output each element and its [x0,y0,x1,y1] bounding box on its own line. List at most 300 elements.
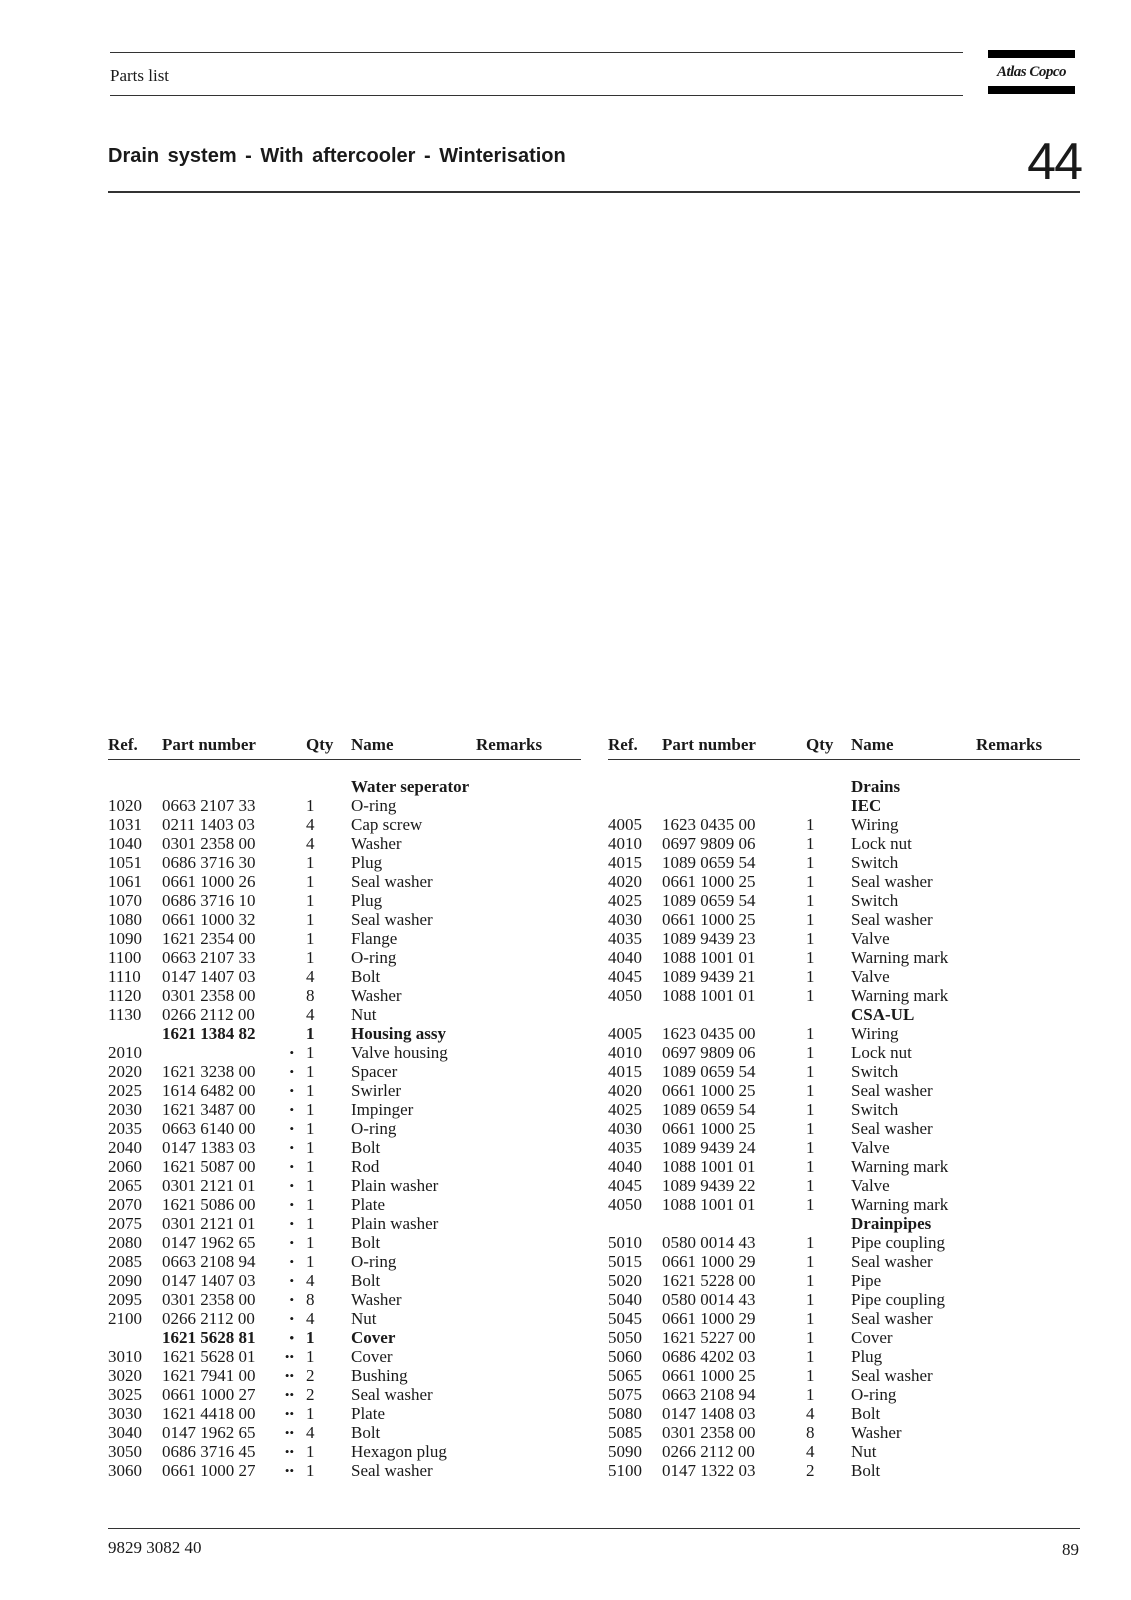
cell-ref: 4010 [608,1043,642,1062]
cell-ref: 4020 [608,872,642,891]
cell-ref: 4040 [608,948,642,967]
cell-part-number: 1621 5227 00 [662,1328,756,1347]
cell-qty: 1 [806,1157,815,1176]
cell-part-number: 0301 2121 01 [162,1214,256,1233]
column-header-remarks: Remarks [976,735,1043,754]
cell-part-number: 0661 1000 27 [162,1385,256,1404]
cell-qty: 1 [806,815,815,834]
cell-qty: 1 [306,1119,315,1138]
cell-name: Washer [351,1290,402,1309]
column-header-part: Part number [162,735,256,754]
cell-part-number: 1621 4418 00 [162,1404,256,1423]
cell-name: O-ring [351,796,397,815]
cell-name: Drains [851,777,901,796]
cell-ref: 1090 [108,929,142,948]
cell-part-number: 1088 1001 01 [662,1157,756,1176]
document-number: 9829 3082 40 [108,1538,202,1557]
cell-name: Switch [851,1062,899,1081]
cell-qty: 1 [806,1062,815,1081]
cell-part-number: 0661 1000 32 [162,910,256,929]
cell-part-number: 0661 1000 29 [662,1309,756,1328]
cell-qty: 4 [306,1309,315,1328]
cell-part-number: 0663 2107 33 [162,796,256,815]
cell-part-number: 1621 5087 00 [162,1157,256,1176]
cell-name: Seal washer [851,1119,933,1138]
cell-part-number: 0147 1407 03 [162,1271,256,1290]
cell-qty: 1 [806,1195,815,1214]
cell-ref: 3025 [108,1385,142,1404]
cell-name: Bushing [351,1366,408,1385]
header-top-rule [110,52,963,53]
cell-name: CSA-UL [851,1005,915,1024]
cell-ref: 5020 [608,1271,642,1290]
cell-name: Plug [351,853,383,872]
cell-indent-mark: • [289,1235,294,1250]
logo-bottom-bar [988,86,1075,94]
cell-name: Plain washer [351,1214,439,1233]
cell-ref: 3050 [108,1442,142,1461]
cell-indent-mark: • [289,1197,294,1212]
cell-name: Lock nut [851,1043,912,1062]
cell-ref: 4050 [608,986,642,1005]
cell-name: Warning mark [851,1157,949,1176]
cell-ref: 4015 [608,1062,642,1081]
cell-part-number: 0147 1383 03 [162,1138,256,1157]
cell-name: Valve [851,967,890,986]
cell-ref: 2090 [108,1271,142,1290]
cell-name: Valve [851,929,890,948]
cell-part-number: 0663 2107 33 [162,948,256,967]
cell-name: Rod [351,1157,380,1176]
cell-part-number: 1621 5086 00 [162,1195,256,1214]
cell-name: Seal washer [851,1309,933,1328]
cell-name: Seal washer [851,1252,933,1271]
cell-part-number: 0301 2358 00 [162,834,256,853]
cell-indent-mark: • [289,1159,294,1174]
cell-qty: 1 [806,910,815,929]
cell-name: Warning mark [851,986,949,1005]
cell-qty: 1 [806,1043,815,1062]
cell-part-number: 0147 1322 03 [662,1461,756,1480]
cell-name: Washer [351,834,402,853]
cell-name: Cover [351,1328,396,1347]
cell-part-number: 1621 1384 82 [162,1024,256,1043]
cell-qty: 4 [306,967,315,986]
cell-ref: 3010 [108,1347,142,1366]
cell-qty: 1 [806,948,815,967]
cell-part-number: 0661 1000 26 [162,872,256,891]
cell-part-number: 0663 6140 00 [162,1119,256,1138]
cell-ref: 5010 [608,1233,642,1252]
cell-part-number: 0147 1407 03 [162,967,256,986]
cell-part-number: 0686 3716 10 [162,891,256,910]
cell-name: Bolt [351,1138,381,1157]
cell-qty: 1 [306,1062,315,1081]
cell-name: Seal washer [851,1081,933,1100]
cell-part-number: 0211 1403 03 [162,815,255,834]
cell-part-number: 0301 2358 00 [662,1423,756,1442]
footer-rule [108,1528,1080,1529]
cell-qty: 2 [806,1461,815,1480]
cell-ref: 1051 [108,853,142,872]
cell-name: Seal washer [351,872,433,891]
cell-indent-mark: •• [284,1349,294,1364]
cell-qty: 1 [306,1461,315,1480]
logo-text: Atlas Copco [996,64,1067,80]
cell-ref: 1040 [108,834,142,853]
cell-ref: 3030 [108,1404,142,1423]
cell-part-number: 0661 1000 25 [662,1366,756,1385]
cell-ref: 4025 [608,891,642,910]
cell-qty: 4 [306,1423,315,1442]
cell-name: Plug [351,891,383,910]
cell-part-number: 1089 9439 23 [662,929,756,948]
cell-qty: 1 [306,1252,315,1271]
cell-name: Wiring [851,1024,899,1043]
cell-part-number: 0661 1000 29 [662,1252,756,1271]
cell-name: Hexagon plug [351,1442,447,1461]
cell-qty: 1 [306,1043,315,1062]
cell-ref: 4040 [608,1157,642,1176]
cell-part-number: 0661 1000 27 [162,1461,256,1480]
cell-name: Water seperator [351,777,470,796]
cell-qty: 1 [806,1119,815,1138]
cell-qty: 1 [306,1081,315,1100]
cell-qty: 1 [806,1328,815,1347]
cell-part-number: 0301 2121 01 [162,1176,256,1195]
cell-part-number: 1089 0659 54 [662,891,756,910]
cell-indent-mark: •• [284,1425,294,1440]
cell-qty: 1 [806,1024,815,1043]
cell-qty: 1 [306,1024,315,1043]
cell-part-number: 1621 5628 01 [162,1347,256,1366]
cell-qty: 1 [306,796,315,815]
cell-ref: 4010 [608,834,642,853]
cell-ref: 3020 [108,1366,142,1385]
cell-ref: 5075 [608,1385,642,1404]
cell-name: IEC [851,796,882,815]
cell-ref: 2040 [108,1138,142,1157]
cell-name: Spacer [351,1062,398,1081]
column-header-remarks: Remarks [476,735,543,754]
cell-part-number: 0580 0014 43 [662,1290,756,1309]
cell-indent-mark: • [289,1102,294,1117]
cell-ref: 5015 [608,1252,642,1271]
cell-qty: 1 [806,1385,815,1404]
cell-qty: 2 [306,1366,315,1385]
cell-part-number: 0266 2112 00 [662,1442,755,1461]
cell-part-number: 0697 9809 06 [662,834,756,853]
cell-part-number: 1621 5228 00 [662,1271,756,1290]
column-header-ref: Ref. [108,735,138,754]
cell-qty: 1 [306,1100,315,1119]
cell-name: Pipe [851,1271,882,1290]
cell-name: O-ring [351,1252,397,1271]
cell-qty: 1 [806,853,815,872]
column-header-part: Part number [662,735,756,754]
cell-part-number: 1088 1001 01 [662,986,756,1005]
cell-ref: 4005 [608,1024,642,1043]
cell-part-number: 0661 1000 25 [662,872,756,891]
title-rule [108,191,1080,193]
cell-ref: 2075 [108,1214,142,1233]
cell-part-number: 1089 9439 21 [662,967,756,986]
cell-part-number: 1089 0659 54 [662,1100,756,1119]
table-header-rule [608,759,1080,760]
cell-ref: 3060 [108,1461,142,1480]
column-header-qty: Qty [306,735,334,754]
cell-part-number: 0147 1962 65 [162,1423,256,1442]
cell-qty: 8 [306,1290,315,1309]
cell-ref: 5050 [608,1328,642,1347]
running-header: Parts list [110,66,170,85]
cell-name: Nut [351,1309,377,1328]
cell-qty: 1 [806,1271,815,1290]
cell-ref: 5080 [608,1404,642,1423]
cell-ref: 4030 [608,1119,642,1138]
cell-part-number: 0661 1000 25 [662,1119,756,1138]
cell-ref: 4045 [608,967,642,986]
cell-name: Valve [851,1138,890,1157]
cell-qty: 1 [806,1366,815,1385]
cell-name: Valve housing [351,1043,448,1062]
cell-qty: 1 [306,1328,315,1347]
cell-qty: 1 [806,891,815,910]
cell-ref: 3040 [108,1423,142,1442]
cell-qty: 1 [806,1309,815,1328]
cell-part-number: 1623 0435 00 [662,1024,756,1043]
cell-name: Nut [851,1442,877,1461]
cell-name: Seal washer [851,910,933,929]
cell-qty: 4 [306,1271,315,1290]
cell-ref: 5060 [608,1347,642,1366]
cell-ref: 2095 [108,1290,142,1309]
cell-name: Nut [351,1005,377,1024]
cell-name: Cap screw [351,815,423,834]
cell-part-number: 0266 2112 00 [162,1309,255,1328]
cell-part-number: 1088 1001 01 [662,1195,756,1214]
cell-qty: 2 [306,1385,315,1404]
cell-name: Plug [851,1347,883,1366]
cell-qty: 4 [806,1404,815,1423]
cell-qty: 1 [306,1347,315,1366]
cell-qty: 1 [806,1290,815,1309]
cell-name: Bolt [351,967,381,986]
cell-qty: 1 [806,1100,815,1119]
cell-name: O-ring [351,1119,397,1138]
cell-indent-mark: •• [284,1406,294,1421]
cell-part-number: 0663 2108 94 [162,1252,256,1271]
cell-name: Seal washer [851,872,933,891]
cell-part-number: 1621 7941 00 [162,1366,256,1385]
atlas-copco-logo [988,50,1075,94]
cell-indent-mark: • [289,1064,294,1079]
cell-qty: 8 [306,986,315,1005]
cell-name: Switch [851,1100,899,1119]
cell-qty: 4 [806,1442,815,1461]
cell-indent-mark: • [289,1330,294,1345]
cell-ref: 1100 [108,948,142,967]
cell-ref: 5085 [608,1423,642,1442]
cell-qty: 4 [306,834,315,853]
cell-ref: 2100 [108,1309,142,1328]
cell-part-number: 1621 2354 00 [162,929,256,948]
column-header-name: Name [851,735,894,754]
cell-ref: 1080 [108,910,142,929]
cell-part-number: 1621 5628 81 [162,1328,256,1347]
cell-name: Warning mark [851,1195,949,1214]
cell-part-number: 1089 0659 54 [662,853,756,872]
cell-qty: 1 [306,1214,315,1233]
cell-name: Lock nut [851,834,912,853]
cell-qty: 1 [806,1138,815,1157]
cell-qty: 1 [806,1347,815,1366]
cell-name: Valve [851,1176,890,1195]
cell-part-number: 0661 1000 25 [662,1081,756,1100]
cell-part-number: 0686 3716 45 [162,1442,256,1461]
cell-qty: 1 [806,986,815,1005]
cell-indent-mark: • [289,1140,294,1155]
cell-name: Warning mark [851,948,949,967]
cell-name: Plate [351,1195,385,1214]
cell-qty: 4 [306,815,315,834]
cell-indent-mark: • [289,1292,294,1307]
cell-name: Pipe coupling [851,1290,945,1309]
cell-name: Seal washer [851,1366,933,1385]
cell-qty: 4 [306,1005,315,1024]
cell-indent-mark: •• [284,1463,294,1478]
cell-indent-mark: •• [284,1387,294,1402]
column-header-name: Name [351,735,394,754]
cell-name: Cover [851,1328,893,1347]
cell-name: Bolt [851,1461,881,1480]
cell-ref: 5100 [608,1461,642,1480]
cell-qty: 1 [306,872,315,891]
cell-qty: 1 [306,1176,315,1195]
cell-qty: 1 [306,1157,315,1176]
cell-name: Swirler [351,1081,402,1100]
cell-part-number: 1623 0435 00 [662,815,756,834]
cell-name: Switch [851,853,899,872]
cell-part-number: 1089 9439 24 [662,1138,756,1157]
cell-qty: 1 [806,1176,815,1195]
cell-part-number: 0301 2358 00 [162,986,256,1005]
cell-qty: 1 [306,910,315,929]
cell-qty: 1 [306,929,315,948]
cell-ref: 4025 [608,1100,642,1119]
cell-part-number: 0301 2358 00 [162,1290,256,1309]
cell-name: Wiring [851,815,899,834]
table-header-rule [108,759,581,760]
cell-name: Seal washer [351,910,433,929]
cell-name: Flange [351,929,398,948]
cell-part-number: 1089 0659 54 [662,1062,756,1081]
cell-qty: 1 [306,1138,315,1157]
illustration-area [108,200,1080,720]
section-number: 44 [1027,133,1081,191]
cell-name: Washer [851,1423,902,1442]
cell-part-number: 0266 2112 00 [162,1005,255,1024]
cell-qty: 1 [806,872,815,891]
cell-name: Housing assy [351,1024,446,1043]
page-title: Drain system - With aftercooler - Winterisation [108,145,566,167]
cell-ref: 1110 [108,967,141,986]
cell-ref: 2080 [108,1233,142,1252]
cell-indent-mark: • [289,1254,294,1269]
cell-part-number: 0580 0014 43 [662,1233,756,1252]
cell-part-number: 0697 9809 06 [662,1043,756,1062]
cell-indent-mark: • [289,1083,294,1098]
cell-part-number: 1089 9439 22 [662,1176,756,1195]
cell-ref: 2030 [108,1100,142,1119]
cell-part-number: 0147 1962 65 [162,1233,256,1252]
cell-qty: 1 [806,967,815,986]
cell-ref: 2060 [108,1157,142,1176]
cell-part-number: 1614 6482 00 [162,1081,256,1100]
cell-qty: 1 [806,834,815,853]
cell-indent-mark: •• [284,1444,294,1459]
cell-name: Switch [851,891,899,910]
cell-ref: 4045 [608,1176,642,1195]
cell-qty: 8 [806,1423,815,1442]
cell-qty: 1 [306,1442,315,1461]
cell-name: Impinger [351,1100,414,1119]
cell-name: O-ring [351,948,397,967]
cell-qty: 1 [306,1195,315,1214]
cell-qty: 1 [806,1233,815,1252]
cell-name: Drainpipes [851,1214,932,1233]
cell-name: Plate [351,1404,385,1423]
cell-qty: 1 [306,948,315,967]
cell-ref: 4035 [608,1138,642,1157]
cell-name: Pipe coupling [851,1233,945,1252]
cell-ref: 1031 [108,815,142,834]
cell-qty: 1 [306,891,315,910]
cell-qty: 1 [306,853,315,872]
cell-ref: 2070 [108,1195,142,1214]
logo-top-bar [988,50,1075,58]
cell-ref: 4020 [608,1081,642,1100]
cell-indent-mark: •• [284,1368,294,1383]
cell-ref: 2065 [108,1176,142,1195]
cell-indent-mark: • [289,1216,294,1231]
cell-name: Bolt [351,1423,381,1442]
cell-indent-mark: • [289,1311,294,1326]
cell-ref: 4050 [608,1195,642,1214]
cell-ref: 4035 [608,929,642,948]
cell-ref: 1061 [108,872,142,891]
cell-part-number: 1621 3487 00 [162,1100,256,1119]
cell-ref: 2010 [108,1043,142,1062]
cell-name: Plain washer [351,1176,439,1195]
cell-part-number: 1088 1001 01 [662,948,756,967]
cell-ref: 1070 [108,891,142,910]
header-bottom-rule [110,95,963,96]
cell-ref: 5090 [608,1442,642,1461]
cell-part-number: 0686 3716 30 [162,853,256,872]
cell-indent-mark: • [289,1121,294,1136]
cell-part-number: 0661 1000 25 [662,910,756,929]
cell-ref: 2085 [108,1252,142,1271]
cell-indent-mark: • [289,1273,294,1288]
column-header-ref: Ref. [608,735,638,754]
cell-name: Cover [351,1347,393,1366]
column-header-qty: Qty [806,735,834,754]
cell-qty: 1 [306,1233,315,1252]
cell-ref: 5065 [608,1366,642,1385]
cell-name: O-ring [851,1385,897,1404]
cell-qty: 1 [806,1081,815,1100]
